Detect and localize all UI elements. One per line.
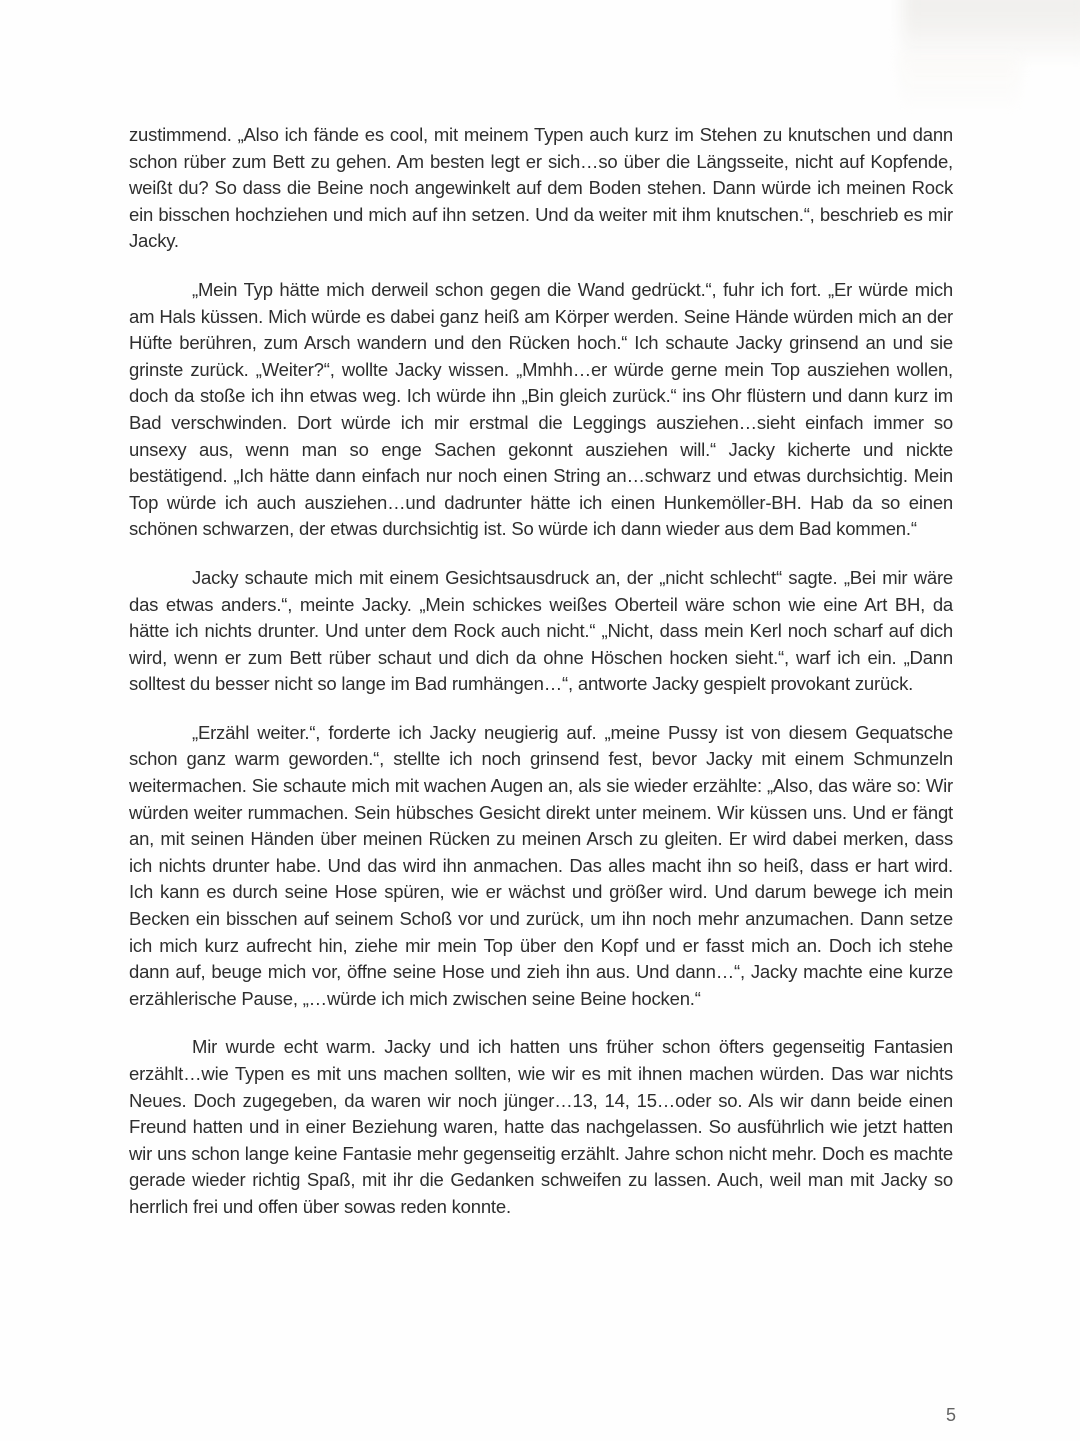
paragraph-1: zustimmend. „Also ich fände es cool, mit meinem Typen auch kurz im Stehen zu knutschen und dann schon rüber zum Bett zu gehen. Am besten legt er sich…so über die Längsseite, nicht auf Kopfende, weißt du? So dass die Beine noch angewinkelt auf dem Boden stehen. Dann würde ich meinen Rock ein bisschen hochziehen und mich auf ihn setzen. Und da weiter mit ihm knutschen.“, beschrieb es mir Jacky. — [129, 124, 953, 252]
paragraph-3: Jacky schaute mich mit einem Gesichtsausdruck an, der „nicht schlecht“ sagte. „Bei mir wäre das etwas anders.“, meinte Jacky. „Mein schickes weißes Oberteil wäre schon wie eine Art BH, da hätte ich nichts drunter. Und unter dem Rock auch nicht.“ „Nicht, dass mein Kerl noch scharf auf dich wird, wenn er zum Bett rüber schaut und dich da ohne Höschen hocken sieht.“, warf ich ein. „Dann solltest du besser nicht so lange im Bad rumhängen…“, antworte Jacky gespielt provokant zurück. — [129, 566, 953, 695]
body-text — [129, 122, 953, 1243]
paragraph-2: „Mein Typ hätte mich derweil schon gegen die Wand gedrückt.“, fuhr ich fort. „Er würde mich am Hals küssen. Mich würde es dabei ganz heiß am Körper werden. Seine Hände würden mich an der Hüfte berühren, zum Arsch wandern und den Rücken hoch.“ Ich schaute Jacky grinsend an und sie grinste zurück. „Weiter?“, wollte Jacky wissen. „Mmhh…er würde gerne mein Top ausziehen wollen, doch da stoße ich ihn etwas weg. Ich würde ihn „Bin gleich zurück.“ ins Ohr flüstern und dann kurz im Bad verschwinden. Dort würde ich mir erstmal die Leggings ausziehen…sieht einfach immer so unsexy aus, wenn man so enge Sachen gekonnt ausziehen will.“ Jacky kicherte und nickte bestätigend. „Ich hätte dann einfach nur noch einen String an…schwarz und etwas durchsichtig. Mein Top würde ich auch ausziehen…und dadrunter hätte ich einen Hunkemöller-BH. Hab da so einen schönen schwarzen, der etwas durchsichtig ist. So würde ich dann wieder aus dem Bad kommen.“ — [129, 278, 953, 540]
paragraph-5: Mir wurde echt warm. Jacky und ich hatten uns früher schon öfters gegenseitig Fantasien erzählt…wie Typen es mit uns machen sollten, wie wir es mit ihnen machen würden. Das war nichts Neues. Doch zugegeben, da waren wir noch jünger…13, 14, 15…oder so. Als wir dann beide einen Freund hatten und in einer Beziehung waren, hatte das nachgelassen. So ausführlich wie jetzt hatten wir uns schon lange keine Fantasie mehr gegenseitig erzählt. Jahre schon nicht mehr. Doch es machte gerade wieder richtig Spaß, mit ihr die Gedanken schweifen zu lassen. Auch, weil man mit Jacky so herrlich frei und offen über sowas reden konnte. — [129, 1036, 953, 1217]
paragraph-4: „Erzähl weiter.“, forderte ich Jacky neugierig auf. „meine Pussy ist von diesem Gequatsche schon ganz warm geworden.“, stellte ich noch grinsend fest, bevor Jacky mit einem Schmunzeln weitermachen. Sie schaute mich mit wachen Augen an, als sie wieder erzählte: „Also, das wäre so: Wir würden weiter rummachen. Sein hübsches Gesicht direkt unter meinem. Wir küssen uns. Und er fängt an, mit seinen Händen über meinen Rücken zu meinen Arsch zu gleiten. Er wird dabei merken, dass ich nichts drunter habe. Und das wird ihn anmachen. Das alles macht ihn so heiß, dass er hart wird. Ich kann es durch seine Hose spüren, wie er wächst und größer wird. Und darum bewege ich mein Becken ein bisschen auf seinem Schoß vor und zurück, um ihn noch mehr anzumachen. Dann setze ich mich kurz aufrecht hin, ziehe mir mein Top über den Kopf und er fasst mich an. Doch ich stehe dann auf, beuge mich vor, öffne seine Hose und zieh ihn aus. Und dann…“, Jacky machte eine kurze erzählerische Pause, „…würde ich mich zwischen seine Beine hocken.“ — [129, 721, 953, 1009]
page-number: 5 — [945, 1405, 956, 1425]
scan-shadow-fade — [900, 55, 1020, 115]
